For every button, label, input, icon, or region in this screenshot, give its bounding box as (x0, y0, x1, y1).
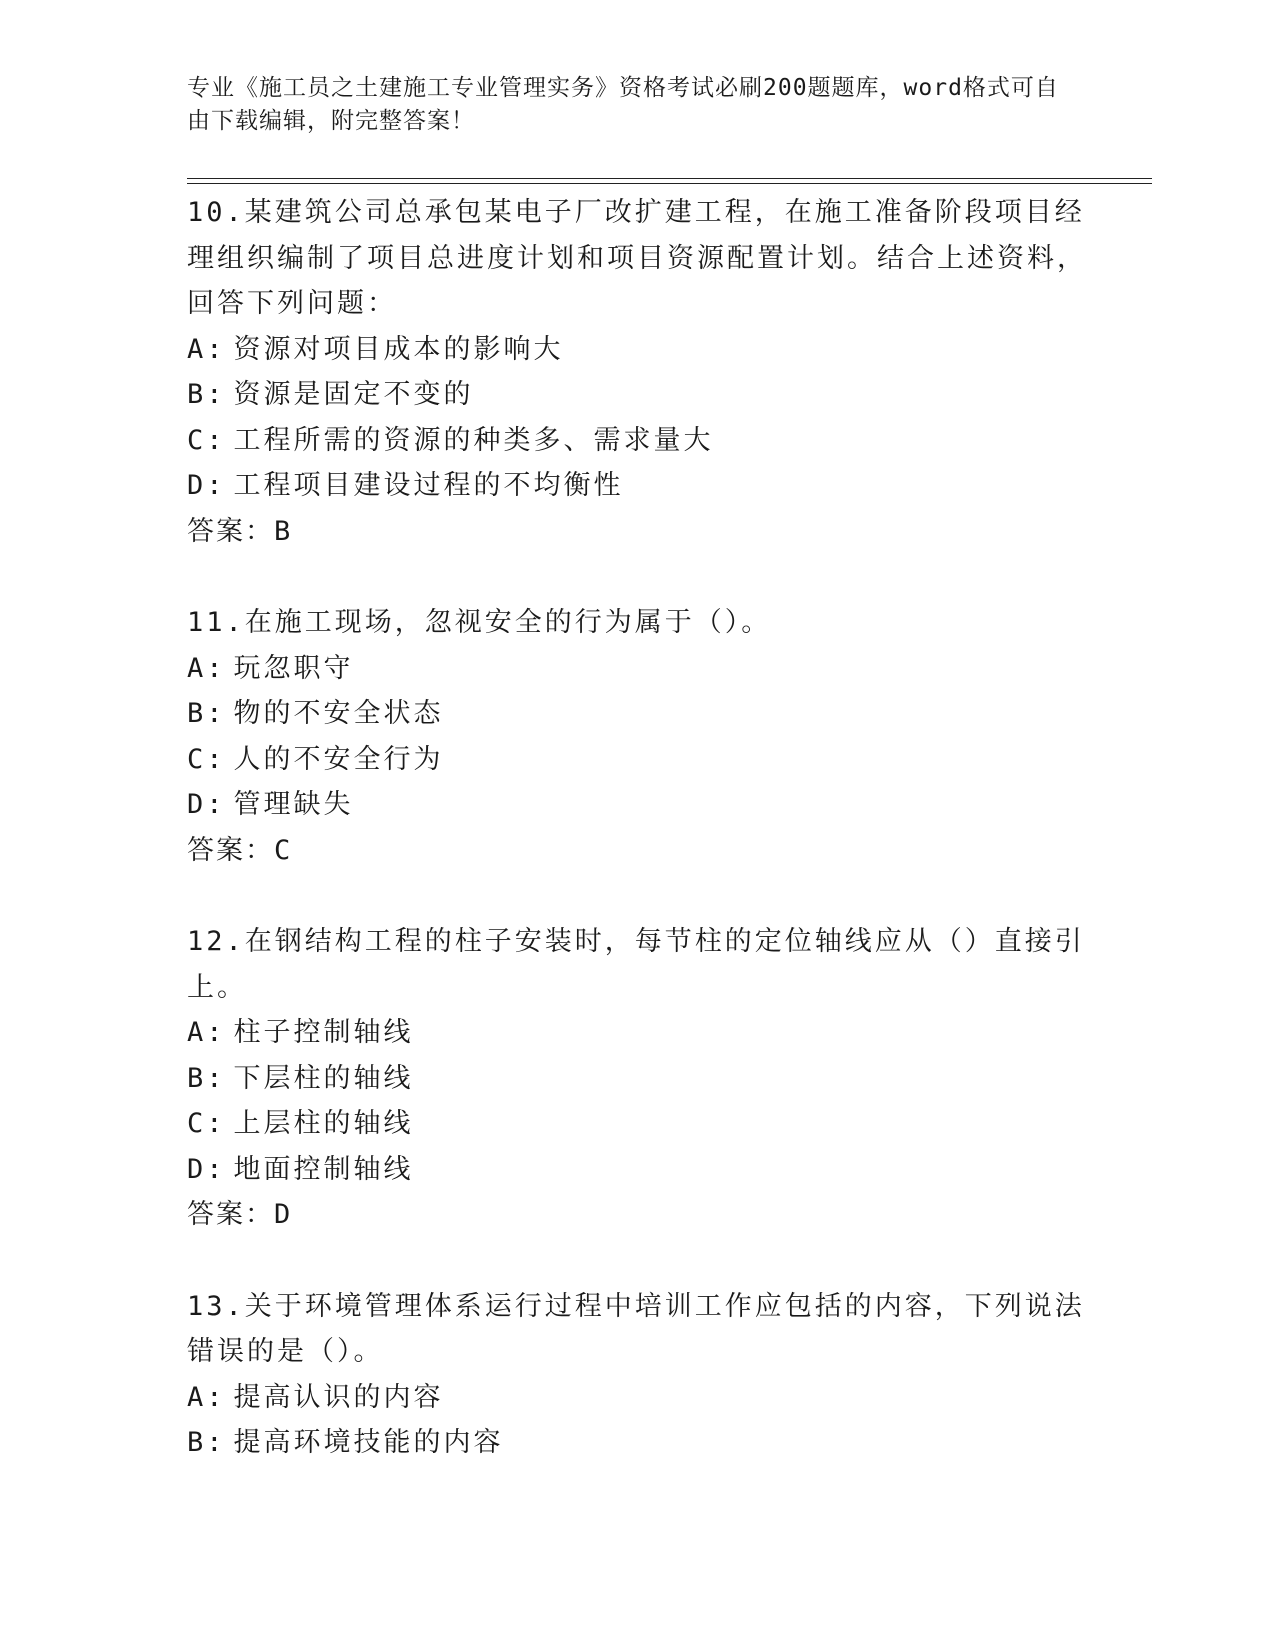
option-text: 提高认识的内容 (233, 1381, 444, 1413)
answer-label: 答案： (187, 515, 274, 547)
option-key: C: (187, 743, 226, 775)
option-text: 资源对项目成本的影响大 (233, 333, 564, 365)
option-key: C: (187, 1108, 226, 1139)
question-11 (187, 600, 1087, 873)
option-key: B: (187, 1427, 226, 1458)
option-text: 提高环境技能的内容 (233, 1427, 504, 1458)
option-text: 玩忽职守 (233, 652, 354, 684)
option-a (187, 646, 1087, 692)
answer-line (187, 1192, 1087, 1238)
option-c (187, 1101, 1087, 1147)
option-key: B: (187, 1062, 226, 1094)
header-divider-top (187, 178, 1152, 179)
option-b (187, 1056, 1087, 1102)
option-key: A: (187, 333, 226, 365)
option-key: B: (187, 379, 226, 410)
question-stem: 10.某建筑公司总承包某电子厂改扩建工程，在施工准备阶段项目经理组织编制了项目总进度计划和项目资源配置计划。结合上述资料，回答下列问题： (187, 197, 1087, 319)
option-text: 工程所需的资源的种类多、需求量大 (233, 424, 714, 456)
question-12 (187, 919, 1087, 1238)
option-d (187, 1147, 1087, 1193)
option-text: 上层柱的轴线 (233, 1108, 414, 1139)
option-a (187, 1010, 1087, 1056)
option-text: 工程项目建设过程的不均衡性 (233, 470, 624, 501)
answer-value: B (274, 515, 293, 547)
answer-label: 答案： (187, 834, 274, 866)
option-key: A: (187, 1381, 226, 1413)
option-key: A: (187, 652, 226, 684)
option-text: 下层柱的轴线 (233, 1062, 414, 1094)
option-key: C: (187, 424, 226, 456)
option-b (187, 372, 1087, 418)
option-text: 柱子控制轴线 (233, 1017, 414, 1048)
question-10 (187, 190, 1087, 554)
option-text: 资源是固定不变的 (233, 379, 474, 410)
option-b (187, 691, 1087, 737)
question-13 (187, 1284, 1087, 1466)
option-key: D: (187, 470, 226, 501)
option-key: A: (187, 1017, 226, 1048)
option-key: B: (187, 698, 226, 729)
document-header: 专业《施工员之土建施工专业管理实务》资格考试必刷200题题库，word格式可自由下载编辑，附完整答案！ (187, 75, 1059, 134)
option-text: 管理缺失 (233, 789, 354, 820)
answer-label: 答案： (187, 1199, 274, 1230)
option-b (187, 1420, 1087, 1466)
option-d (187, 782, 1087, 828)
option-text: 人的不安全行为 (233, 743, 444, 775)
option-key: D: (187, 1153, 226, 1185)
option-c (187, 737, 1087, 783)
option-text: 物的不安全状态 (233, 698, 444, 729)
option-key: D: (187, 789, 226, 820)
option-text: 地面控制轴线 (233, 1153, 414, 1185)
answer-value: D (274, 1199, 293, 1230)
answer-line (187, 828, 1087, 874)
answer-value: C (274, 834, 293, 866)
option-a (187, 327, 1087, 373)
question-list (187, 190, 1087, 1466)
answer-line (187, 509, 1087, 555)
option-d (187, 463, 1087, 509)
option-a (187, 1375, 1087, 1421)
question-stem: 13.关于环境管理体系运行过程中培训工作应包括的内容，下列说法错误的是（）。 (187, 1290, 1085, 1367)
question-stem: 11.在施工现场，忽视安全的行为属于（）。 (187, 607, 772, 638)
header-divider-bottom (187, 183, 1152, 184)
option-c (187, 418, 1087, 464)
question-stem: 12.在钢结构工程的柱子安装时，每节柱的定位轴线应从（）直接引上。 (187, 926, 1085, 1003)
